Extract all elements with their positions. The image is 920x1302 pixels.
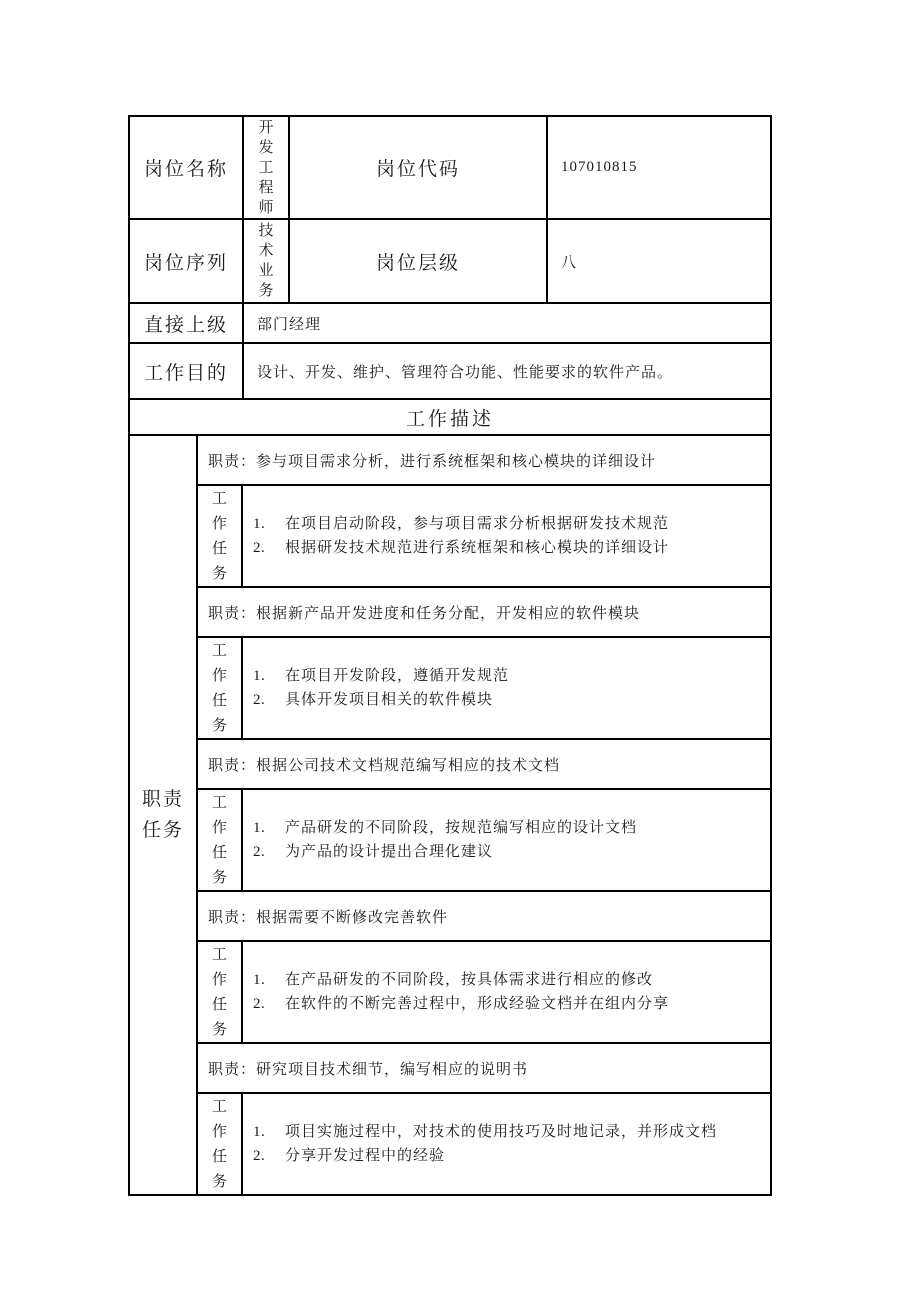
task-text: 项目实施过程中，对技术的使用技巧及时地记录，并形成文档 [285,1123,718,1140]
task-column-label: 工作任务 [211,490,227,582]
task-column-label-cell [197,789,242,891]
task-column-label-cell [197,485,242,587]
responsibility-tasks-label-cell [129,435,197,1195]
task-number: 1. [253,972,266,988]
task-text: 产品研发的不同阶段，按规范编写相应的设计文档 [285,819,638,836]
table-row [129,1043,771,1093]
position-series-value-cell [243,219,289,303]
task-text: 具体开发项目相关的软件模块 [285,691,494,708]
task-column-label: 工作任务 [211,794,227,886]
task-list-4 [242,941,771,1043]
duty-text-4: 职责：根据需要不断修改完善软件 [197,891,771,941]
work-purpose-value: 设计、开发、维护、管理符合功能、性能要求的软件产品。 [243,343,771,399]
task-item [253,536,770,560]
task-number: 2. [253,540,266,556]
table-row [129,739,771,789]
duty-text-2: 职责：根据新产品开发进度和任务分配，开发相应的软件模块 [197,587,771,637]
task-list-3 [242,789,771,891]
task-column-label-cell [197,1093,242,1195]
position-name-value-cell [243,116,289,219]
task-number: 2. [253,844,266,860]
work-purpose-label: 工作目的 [129,343,243,399]
task-item [253,512,770,536]
work-description-section-title: 工作描述 [129,399,771,435]
task-text: 在项目启动阶段，参与项目需求分析根据研发技术规范 [285,515,670,532]
task-text: 根据研发技术规范进行系统框架和核心模块的详细设计 [285,539,670,556]
table-row [129,399,771,435]
task-item [253,688,770,712]
task-item [253,816,770,840]
task-text: 分享开发过程中的经验 [285,1147,446,1164]
task-number: 1. [253,1124,266,1140]
duty-text-1: 职责：参与项目需求分析，进行系统框架和核心模块的详细设计 [197,435,771,485]
task-text: 在软件的不断完善过程中，形成经验文档并在组内分享 [285,995,670,1012]
table-row [129,941,771,1043]
table-row [129,116,771,219]
task-item [253,840,770,864]
task-number: 2. [253,692,266,708]
position-code-value: 107010815 [547,116,771,219]
table-row [129,219,771,303]
task-column-label: 工作任务 [211,1098,227,1190]
table-row [129,891,771,941]
work-description-table [128,434,772,1196]
position-name-label: 岗位名称 [129,116,243,219]
responsibility-tasks-label: 职责任务 [141,789,184,841]
task-item [253,968,770,992]
task-number: 2. [253,1148,266,1164]
table-row [129,343,771,399]
task-number: 2. [253,996,266,1012]
table-row [129,1093,771,1195]
task-text: 在产品研发的不同阶段，按具体需求进行相应的修改 [285,971,654,988]
task-item [253,1120,770,1144]
position-code-label: 岗位代码 [289,116,547,219]
table-row [129,637,771,739]
position-series-label: 岗位序列 [129,219,243,303]
task-number: 1. [253,668,266,684]
task-item [253,992,770,1016]
duty-text-3: 职责：根据公司技术文档规范编写相应的技术文档 [197,739,771,789]
direct-superior-label: 直接上级 [129,303,243,343]
task-list-5 [242,1093,771,1195]
table-row [129,485,771,587]
position-name-value: 开发工程师 [258,118,274,216]
duty-text-5: 职责：研究项目技术细节，编写相应的说明书 [197,1043,771,1093]
task-number: 1. [253,516,266,532]
task-text: 在项目开发阶段，遵循开发规范 [285,667,510,684]
task-list-2 [242,637,771,739]
table-row [129,435,771,485]
table-row [129,587,771,637]
job-description-document [128,115,772,1196]
direct-superior-value: 部门经理 [243,303,771,343]
position-level-value: 八 [547,219,771,303]
position-info-table [128,115,772,436]
task-column-label-cell [197,637,242,739]
task-list-1 [242,485,771,587]
table-row [129,789,771,891]
task-item [253,664,770,688]
table-row [129,303,771,343]
position-level-label: 岗位层级 [289,219,547,303]
task-column-label: 工作任务 [211,946,227,1038]
task-text: 为产品的设计提出合理化建议 [285,843,494,860]
task-column-label: 工作任务 [211,642,227,734]
task-column-label-cell [197,941,242,1043]
task-item [253,1144,770,1168]
position-series-value: 技术业务 [258,222,274,299]
task-number: 1. [253,820,266,836]
